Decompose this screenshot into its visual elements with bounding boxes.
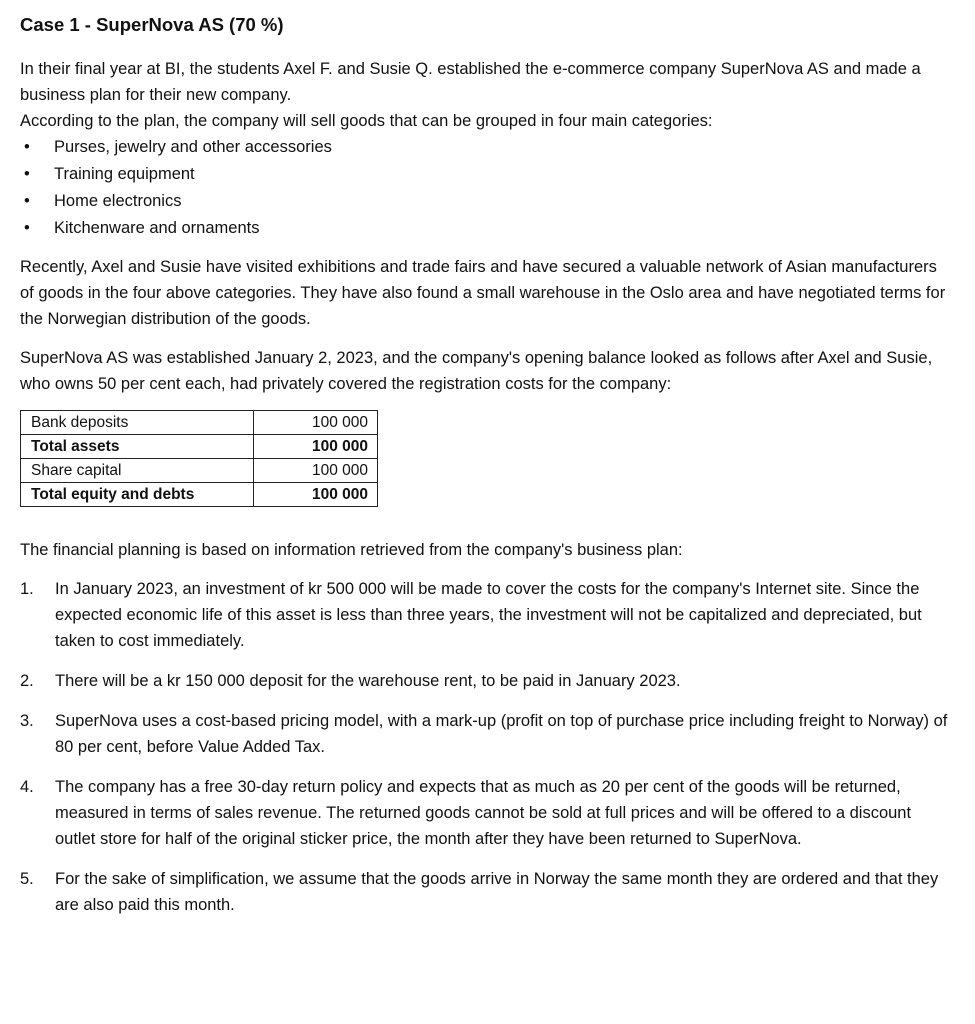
list-item: [20, 866, 955, 918]
category-label: Kitchenware and ornaments: [54, 219, 260, 237]
item-number: 5.: [20, 870, 34, 888]
table-row: [21, 459, 378, 483]
established-paragraph: SuperNova AS was established January 2, 2023, and the company's opening balance looked as follows after Axel and Susie, who owns 50 per cent each, had privately covered the registration costs for the company:: [20, 349, 933, 393]
item-number: 1.: [20, 580, 34, 598]
intro-line-1: In their final year at BI, the students Axel F. and Susie Q. established the e-commerce company SuperNova AS and made a business plan for their new company.: [20, 60, 921, 104]
table-row: [21, 483, 378, 507]
planning-paragraph: The financial planning is based on information retrieved from the company's business plan:: [20, 541, 683, 559]
item-text: The company has a free 30-day return policy and expects that as much as 20 per cent of the goods will be returned, measured in terms of sales revenue. The returned goods cannot be sold at full prices and will be offered to a discount outlet store for half of the original sticker price, the month after they have been returned to SuperNova.: [55, 778, 912, 848]
list-item: [20, 668, 955, 694]
balance-value: 100 000: [254, 411, 378, 435]
case-title: Case 1 - SuperNova AS (70 %): [20, 14, 284, 35]
table-row: [21, 435, 378, 459]
category-item: [20, 161, 955, 188]
item-text: For the sake of simplification, we assume that the goods arrive in Norway the same month they are ordered and that they are also paid this month.: [55, 870, 939, 914]
item-text: SuperNova uses a cost-based pricing model, with a mark-up (profit on top of purchase price including freight to Norway) of 80 per cent, before Value Added Tax.: [55, 712, 948, 756]
category-item: [20, 134, 955, 161]
balance-label: Total assets: [21, 435, 254, 459]
bullet-icon: •: [24, 138, 30, 156]
network-paragraph: Recently, Axel and Susie have visited exhibitions and trade fairs and have secured a valuable network of Asian manufacturers of goods in the four above categories. They have also found a small warehouse in the Oslo area and have negotiated terms for the Norwegian distribution of the goods.: [20, 258, 946, 328]
category-label: Home electronics: [54, 192, 182, 210]
balance-value: 100 000: [254, 483, 378, 507]
category-item: [20, 215, 955, 242]
balance-label: Share capital: [21, 459, 254, 483]
balance-value: 100 000: [254, 459, 378, 483]
item-number: 3.: [20, 712, 34, 730]
balance-label: Total equity and debts: [21, 483, 254, 507]
bullet-icon: •: [24, 219, 30, 237]
bullet-icon: •: [24, 165, 30, 183]
item-text: There will be a kr 150 000 deposit for the warehouse rent, to be paid in January 2023.: [55, 672, 681, 690]
table-row: [21, 411, 378, 435]
item-text: In January 2023, an investment of kr 500 000 will be made to cover the costs for the company's Internet site. Since the expected economic life of this asset is less than three years, the investment will not be capitalized and depreciated, but taken to cost immediately.: [55, 580, 922, 650]
category-label: Purses, jewelry and other accessories: [54, 138, 332, 156]
balance-value: 100 000: [254, 435, 378, 459]
category-list: [20, 134, 955, 242]
category-label: Training equipment: [54, 165, 195, 183]
intro-section: [20, 56, 955, 134]
list-item: [20, 708, 955, 760]
balance-label: Bank deposits: [21, 411, 254, 435]
list-item: [20, 774, 955, 852]
item-number: 2.: [20, 672, 34, 690]
list-item: [20, 576, 955, 654]
opening-balance-table: [20, 410, 378, 507]
intro-line-2: According to the plan, the company will sell goods that can be grouped in four main categories:: [20, 112, 713, 130]
item-number: 4.: [20, 778, 34, 796]
bullet-icon: •: [24, 192, 30, 210]
category-item: [20, 188, 955, 215]
plan-list: [20, 576, 955, 918]
